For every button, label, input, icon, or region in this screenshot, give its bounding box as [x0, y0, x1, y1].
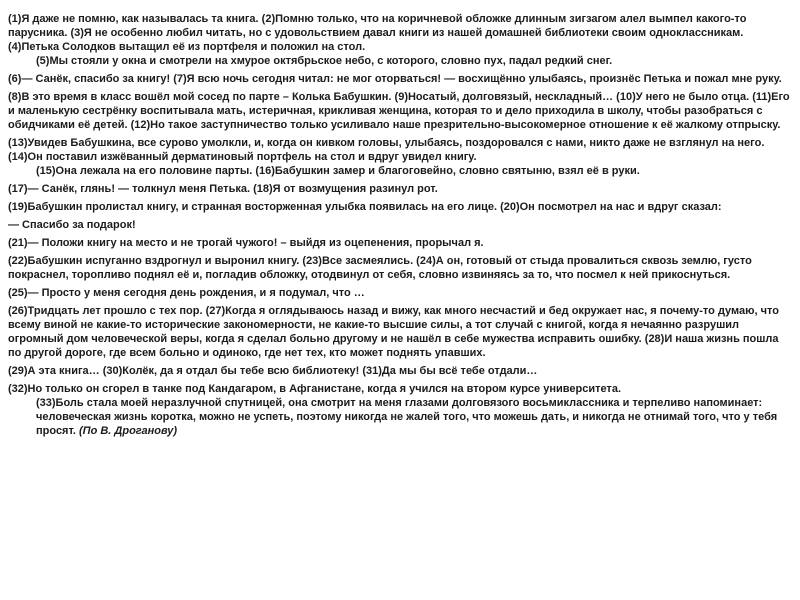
paragraph: [8, 12, 792, 68]
paragraph-text: (25)— Просто у меня сегодня день рождения, и я подумал, что …: [8, 287, 365, 299]
paragraph: [8, 382, 792, 438]
paragraph: [8, 218, 792, 232]
paragraph: [8, 254, 792, 282]
source-attribution: (По В. Дроганову): [79, 425, 178, 437]
paragraph-text: (6)— Санёк, спасибо за книгу! (7)Я всю ночь сегодня читал: не мог оторваться! — восхищённо улыбаясь, произнёс Петька и пожал мне руку.: [8, 73, 782, 85]
paragraph-text: (29)А эта книга… (30)Колёк, да я отдал бы тебе всю библиотеку! (31)Да мы бы всё тебе отдали…: [8, 365, 538, 377]
paragraph-text: (32)Но только он сгорел в танке под Кандагаром, в Афганистане, когда я учился на втором курсе университета.: [8, 383, 621, 395]
paragraph-text: (8)В это время в класс вошёл мой сосед по парте – Колька Бабушкин. (9)Носатый, долговязый, нескладный… (10)У него не было отца. (11)Его и маленькую сестрёнку воспитывала мать, истеричная, крикливая женщина, которая то и дело приходила в школу, чтобы разобраться с обидчиками её детей. (12)Но такое заступничество только усиливало наше презрительно-высокомерное отношение к её жалкому отпрыску.: [8, 91, 790, 131]
paragraph: [8, 286, 792, 300]
paragraph-continuation: [8, 396, 792, 438]
paragraph-continuation: [8, 164, 792, 178]
paragraph: [8, 200, 792, 214]
paragraph-text: (1)Я даже не помню, как называлась та книга. (2)Помню только, что на коричневой обложке длинным зигзагом алел вымпел какого-то парусника. (3)Я не особенно любил читать, но с удовольствием давал книги из нашей домашней библиотеки своим одноклассникам. (4)Петька Солодков вытащил её из портфеля и положил на стол.: [8, 13, 747, 53]
paragraph-continuation: [8, 54, 792, 68]
paragraph-continuation-text: (15)Она лежала на его половине парты. (16)Бабушкин замер и благоговейно, словно святыню, взял её в руки.: [36, 165, 640, 177]
paragraph-text: (13)Увидев Бабушкина, все сурово умолкли, и, когда он кивком головы, улыбаясь, поздоровался с нами, никто даже не взглянул на него. (14)Он поставил изжёванный дерматиновый портфель на стол и вдруг увидел книгу.: [8, 137, 765, 163]
paragraph-text: (19)Бабушкин пролистал книгу, и странная восторженная улыбка появилась на его лице. (20)Он посмотрел на нас и вдруг сказал:: [8, 201, 722, 213]
paragraph: [8, 364, 792, 378]
document-body: [8, 12, 792, 442]
paragraph-continuation-text: (33)Боль стала моей неразлучной спутницей, она смотрит на меня глазами долговязого восьмиклассника и терпеливо напоминает: человеческая жизнь коротка, можно не успеть, поэтому никогда не жалей того, что можешь дать, и никогда не отнимай того, что у тебя просят.: [36, 397, 778, 437]
paragraph-text: (22)Бабушкин испуганно вздрогнул и выронил книгу. (23)Все засмеялись. (24)А он, готовый от стыда провалиться сквозь землю, густо покраснел, торопливо поднял её и, погладив обложку, отодвинул от себя, словно извиняясь за то, что посмел к ней прикоснуться.: [8, 255, 752, 281]
paragraph: [8, 90, 792, 132]
paragraph-text: (17)— Санёк, глянь! — толкнул меня Петька. (18)Я от возмущения разинул рот.: [8, 183, 438, 195]
paragraph-text: — Спасибо за подарок!: [8, 219, 136, 231]
paragraph-text: (21)— Положи книгу на место и не трогай чужого! – выйдя из оцепенения, прорычал я.: [8, 237, 484, 249]
paragraph-text: (26)Тридцать лет прошло с тех пор. (27)Когда я оглядываюсь назад и вижу, как много несчастий и бед окружает нас, я почему-то думаю, что всему виной не какие-то исторические закономерности, не какие-то высшие силы, а тот случай с книгой, когда я нечаянно разрушил огромный дом человеческой веры, когда я сделал больно другому и не нашёл в себе мужества исправить ошибку. (28)И наша жизнь пошла по другой дороге, где всем больно и одиноко, где нет тех, кто может поднять упавших.: [8, 305, 779, 359]
paragraph-continuation-text: (5)Мы стояли у окна и смотрели на хмурое октябрьское небо, с которого, словно пух, падал редкий снег.: [36, 55, 613, 67]
paragraph: [8, 304, 792, 360]
paragraph: [8, 236, 792, 250]
paragraph: [8, 72, 792, 86]
paragraph: [8, 136, 792, 178]
paragraph: [8, 182, 792, 196]
